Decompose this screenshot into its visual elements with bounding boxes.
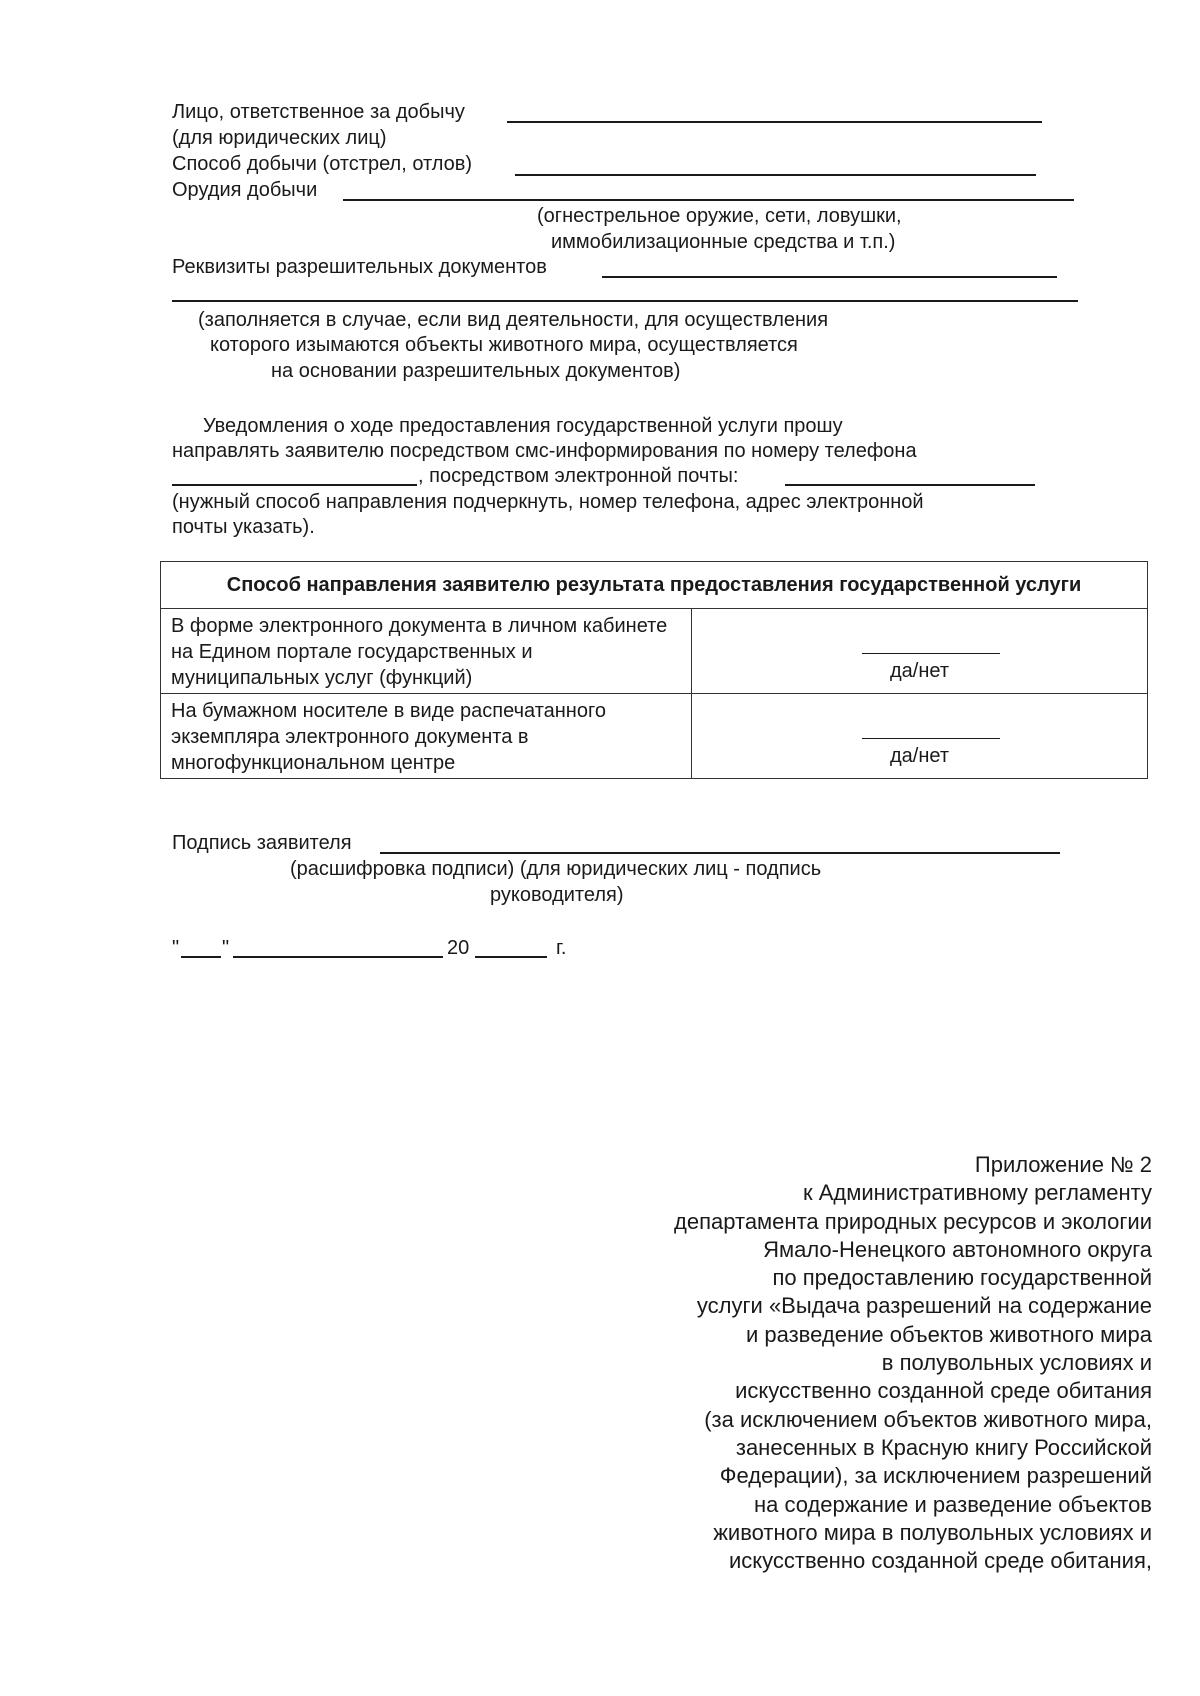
date-month-field[interactable] xyxy=(233,956,443,958)
method-label: Способ добычи (отстрел, отлов) xyxy=(172,153,473,175)
appendix-block xyxy=(674,1151,1152,1575)
responsible-person-label: Лицо, ответственное за добычу xyxy=(172,101,465,123)
legal-entities-note: (для юридических лиц) xyxy=(172,127,387,149)
date-year-field[interactable] xyxy=(475,956,547,958)
row-label-electronic: В форме электронного документа в личном кабинете на Едином портале государственных и муниципальных услуг (функций) xyxy=(161,609,692,694)
permits-label: Реквизиты разрешительных документов xyxy=(172,256,547,278)
row-value-electronic[interactable] xyxy=(692,609,1148,694)
date-year-prefix: 20 xyxy=(447,937,470,959)
appendix-line: Федерации), за исключением разрешений xyxy=(719,1463,1152,1489)
email-field[interactable] xyxy=(785,484,1035,486)
appendix-line: по предоставлению государственной xyxy=(772,1265,1152,1291)
tools-hint-line1: (огнестрельное оружие, сети, ловушки, xyxy=(537,205,902,227)
permits-field[interactable] xyxy=(602,276,1057,278)
date-day-field[interactable] xyxy=(181,956,221,958)
appendix-line: животного мира в полувольных условиях и xyxy=(713,1519,1152,1545)
appendix-line: и разведение объектов животного мира xyxy=(745,1321,1152,1347)
appendix-line: искусственно созданной среде обитания, xyxy=(729,1548,1152,1574)
phone-field[interactable] xyxy=(172,484,417,486)
signature-label: Подпись заявителя xyxy=(172,832,352,854)
notifications-line4: (нужный способ направления подчеркнуть, номер телефона, адрес электронной xyxy=(172,491,924,513)
yes-no-field-line[interactable] xyxy=(862,653,1000,654)
date-quote-close: " xyxy=(222,937,230,959)
table-row xyxy=(161,609,1148,694)
notifications-line2: направлять заявителю посредством смс-информирования по номеру телефона xyxy=(172,440,917,462)
table-row xyxy=(161,694,1148,779)
appendix-line: к Административному регламенту xyxy=(802,1180,1152,1206)
appendix-line: департамента природных ресурсов и экологии xyxy=(674,1208,1152,1234)
permits-field-continuation[interactable] xyxy=(172,300,1078,302)
row-value-paper[interactable] xyxy=(692,694,1148,779)
row-label-paper: На бумажном носителе в виде распечатанного экземпляра электронного документа в многофункциональном центре xyxy=(161,694,692,779)
tools-label: Орудия добычи xyxy=(172,179,318,201)
appendix-line: (за исключением объектов животного мира, xyxy=(704,1406,1152,1432)
permits-hint-line2: которого изымаются объекты животного мира, осуществляется xyxy=(210,334,798,356)
permits-hint-line3: на основании разрешительных документов) xyxy=(271,360,681,382)
tools-hint-line2: иммобилизационные средства и т.п.) xyxy=(551,231,896,253)
appendix-line: на содержание и разведение объектов xyxy=(753,1491,1152,1517)
appendix-line: искусственно созданной среде обитания xyxy=(735,1378,1152,1404)
responsible-person-field[interactable] xyxy=(507,121,1042,123)
signature-hint-line1: (расшифровка подписи) (для юридических лиц - подпись xyxy=(290,858,822,880)
appendix-line: в полувольных условиях и xyxy=(881,1350,1152,1376)
permits-hint-line1: (заполняется в случае, если вид деятельности, для осуществления xyxy=(198,309,829,331)
delivery-method-table xyxy=(160,561,1148,779)
signature-field[interactable] xyxy=(380,852,1060,854)
date-year-suffix: г. xyxy=(556,937,567,959)
table-header: Способ направления заявителю результата предоставления государственной услуги xyxy=(161,562,1148,609)
notifications-line5: почты указать). xyxy=(172,516,315,538)
yes-no-option: да/нет xyxy=(889,660,949,682)
appendix-line: услуги «Выдача разрешений на содержание xyxy=(696,1293,1152,1319)
yes-no-option: да/нет xyxy=(889,745,949,767)
signature-hint-line2: руководителя) xyxy=(490,884,624,906)
tools-field[interactable] xyxy=(343,199,1074,201)
appendix-line: Ямало-Ненецкого автономного округа xyxy=(763,1236,1152,1262)
method-field[interactable] xyxy=(515,174,1036,176)
yes-no-field-line[interactable] xyxy=(862,738,1000,739)
notifications-line3: , посредством электронной почты: xyxy=(418,465,739,487)
notifications-line1: Уведомления о ходе предоставления государственной услуги прошу xyxy=(203,415,843,437)
date-quote-open: " xyxy=(172,937,180,959)
appendix-line: Приложение № 2 xyxy=(974,1152,1152,1177)
appendix-line: занесенных в Красную книгу Российской xyxy=(735,1434,1152,1460)
